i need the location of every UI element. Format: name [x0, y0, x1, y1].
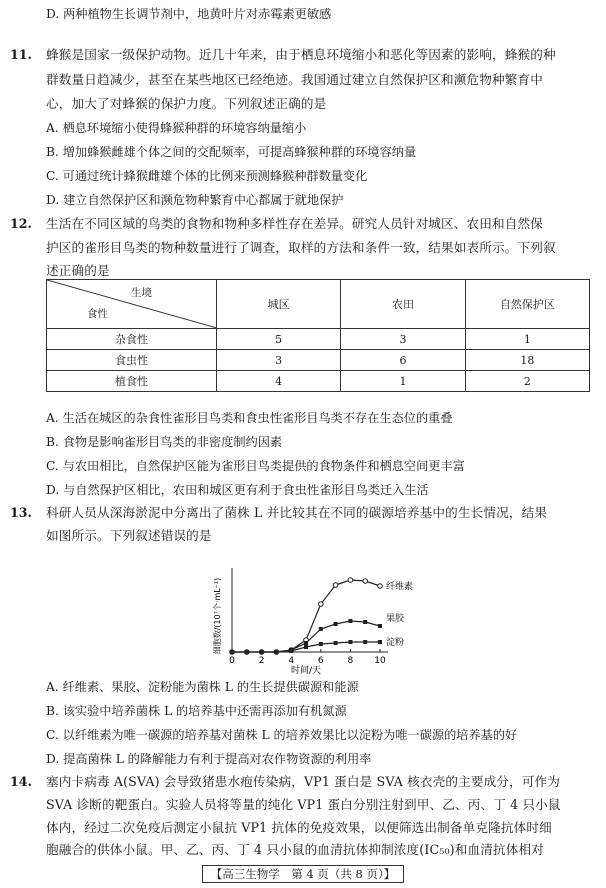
data-point	[230, 650, 234, 654]
data-point	[363, 579, 368, 584]
q13-stem-line-1: 科研人员从深海淤泥中分离出了菌株 L 并比较其在不同的碳源培养基中的生长情况，结果	[46, 505, 548, 520]
data-point	[289, 649, 293, 653]
q12-stem-line-1: 生活在不同区域的鸟类的食物和物种多样性存在差异。研究人员针对城区、农田和自然保	[46, 216, 544, 231]
x-axis-label: 时间/天	[290, 666, 322, 674]
data-point	[260, 650, 264, 654]
table-cell: 2	[465, 371, 589, 392]
question-14-number: 14.	[10, 774, 32, 789]
x-tick-label: 8	[347, 656, 354, 666]
column-header-urban: 城区	[217, 280, 341, 329]
q12-option-b: B. 食物是影响雀形目鸟类的非密度制约因素	[46, 435, 283, 449]
corner-label-diet: 食性	[87, 308, 108, 320]
data-point	[348, 619, 352, 623]
table-cell: 1	[341, 371, 465, 392]
q12-option-a: A. 生活在城区的杂食性雀形目鸟类和食虫性雀形目鸟类不存在生态位的重叠	[46, 411, 453, 425]
row-label: 食虫性	[47, 350, 217, 371]
data-point	[304, 641, 308, 645]
habitat-table	[46, 279, 590, 392]
table-cell: 3	[217, 350, 341, 371]
x-tick-label: 10	[374, 656, 386, 666]
data-point	[304, 645, 308, 649]
data-point	[378, 624, 382, 628]
q11-option-a: A. 栖息环境缩小使得蜂猴种群的环境容纳量缩小	[46, 121, 307, 135]
table-header-row	[47, 280, 590, 329]
data-point	[363, 640, 367, 644]
q11-option-c: C. 可通过统计蜂猴雌雄个体的比例来预测蜂猴种群数量变化	[46, 169, 368, 183]
x-tick-label: 0	[229, 656, 235, 666]
column-header-reserve: 自然保护区	[465, 280, 589, 329]
table-cell: 3	[341, 329, 465, 350]
q11-stem-line-1: 蜂猴是国家一级保护动物。近几十年来，由于栖息环境缩小和恶化等因素的影响，蜂猴的种	[46, 47, 556, 62]
y-axis-label: 细胞数/(10⁷个·mL⁻¹)	[213, 577, 222, 655]
table-cell: 4	[217, 371, 341, 392]
row-label: 植食性	[47, 371, 217, 392]
data-point	[363, 620, 367, 624]
table-row	[47, 371, 590, 392]
data-point	[334, 622, 338, 626]
q14-stem-line-3: 体内，经过二次免疫后测定小鼠抗 VP1 抗体的免疫效果，以便筛选出制备单克隆抗体时细	[46, 820, 552, 835]
table-row	[47, 350, 590, 371]
series-label: 纤维素	[386, 582, 414, 592]
data-point	[378, 640, 382, 644]
q12-stem-line-2: 护区的雀形目鸟类的物种数量进行了调查，取样的方法和条件一致，结果如表所示。下列叙	[46, 240, 556, 255]
question-12-number: 12.	[10, 216, 32, 231]
q12-stem-line-3: 述正确的是	[46, 263, 110, 278]
option-d-prev: D. 两种植物生长调节剂中，地黄叶片对赤霉素更敏感	[46, 7, 332, 21]
question-11-number: 11.	[10, 47, 32, 62]
q14-stem-line-2: SVA 诊断的靶蛋白。实验人员将等量的纯化 VP1 蛋白分别注射到甲、乙、丙、丁 4 只小鼠	[46, 797, 561, 812]
data-point	[245, 650, 249, 654]
data-point	[319, 627, 323, 631]
table-row	[47, 329, 590, 350]
q14-stem-line-1: 塞内卡病毒 A(SVA) 会导致猪患水疱传染病，VP1 蛋白是 SVA 核衣壳的主要成分，可作为	[46, 774, 561, 789]
footer-label: 【高三生物学 第 4 页（共 8 页）】	[202, 865, 405, 883]
data-point	[348, 578, 353, 583]
data-point	[334, 641, 338, 645]
q11-stem-line-3: 心，加大了对蜂猴的保护力度。下列叙述正确的是	[46, 96, 327, 111]
growth-line-chart	[180, 562, 430, 674]
q12-option-d: D. 与自然保护区相比，农田和城区更有利于食虫性雀形目鸟类迁入生活	[46, 483, 429, 497]
table-cell: 6	[341, 350, 465, 371]
series-label: 淀粉	[386, 638, 405, 648]
x-tick-label: 4	[288, 656, 295, 666]
data-point	[319, 642, 323, 646]
q11-option-d: D. 建立自然保护区和濒危物种繁育中心都属于就地保护	[46, 193, 344, 207]
table-cell: 5	[217, 329, 341, 350]
question-13-number: 13.	[10, 505, 32, 520]
table-cell: 1	[465, 329, 589, 350]
x-tick-label: 2	[258, 656, 265, 666]
row-label: 杂食性	[47, 329, 217, 350]
series-label: 果胶	[386, 614, 405, 624]
table-corner-cell	[47, 280, 217, 329]
corner-label-habitat: 生境	[131, 287, 152, 299]
q13-option-c: C. 以纤维素为唯一碳源的培养基对菌株 L 的培养效果比以淀粉为唯一碳源的培养基的好	[46, 728, 518, 742]
q13-option-d: D. 提高菌株 L 的降解能力有利于提高对农作物资源的利用率	[46, 752, 372, 766]
table-cell: 18	[465, 350, 589, 371]
column-header-farmland: 农田	[341, 280, 465, 329]
data-point	[274, 650, 278, 654]
q13-option-b: B. 该实验中培养菌株 L 的培养基中还需再添加有机氮源	[46, 704, 347, 718]
data-point	[378, 584, 383, 589]
q11-stem-line-2: 群数量日趋减少，甚至在某些地区已经绝迹。我国通过建立自然保护区和濒危物种繁育中	[46, 72, 544, 87]
q11-option-b: B. 增加蜂猴雌雄个体之间的交配频率，可提高蜂猴种群的环境容纳量	[46, 145, 417, 159]
data-point	[333, 583, 338, 588]
x-tick-label: 6	[317, 656, 324, 666]
data-point	[319, 602, 324, 607]
q14-stem-line-4: 胞融合的供体小鼠。甲、乙、丙、丁 4 只小鼠的血清抗体抑制浓度(IC₅₀)和血清抗体相对	[46, 842, 544, 857]
q13-option-a: A. 纤维素、果胶、淀粉能为菌株 L 的生长提供碳源和能源	[46, 680, 359, 694]
page-footer	[0, 866, 606, 882]
data-point	[348, 640, 352, 644]
q13-stem-line-2: 如图所示。下列叙述错误的是	[46, 528, 212, 543]
q12-option-c: C. 与农田相比，自然保护区能为雀形目鸟类提供的食物条件和栖息空间更丰富	[46, 459, 465, 473]
